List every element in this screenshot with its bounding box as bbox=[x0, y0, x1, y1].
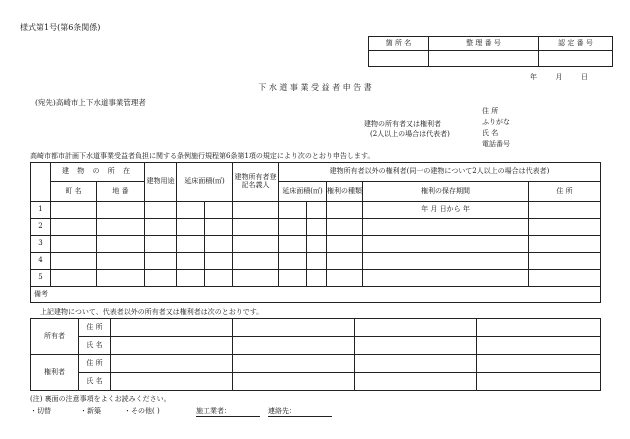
owner-registrant-header: 建物所有者登記名義人 bbox=[233, 163, 279, 202]
owner-address-label: 住 所 bbox=[79, 319, 111, 337]
rights-address-cell[interactable] bbox=[529, 202, 601, 219]
rights-address-header: 住 所 bbox=[529, 182, 601, 202]
row-number: 5 bbox=[31, 270, 51, 287]
owner-name-cell[interactable] bbox=[477, 337, 601, 355]
option-other[interactable]: ・その他( ) bbox=[124, 407, 160, 415]
addressee: (宛先)高崎市上下水道事業管理者 bbox=[35, 98, 146, 107]
lot-number-header: 地 番 bbox=[97, 182, 145, 202]
other-rights-holder-header: 建物所有者以外の権利者(同一の建物について2人以上の場合は代表者) bbox=[279, 163, 601, 182]
contractor-label: 施工業者： bbox=[196, 407, 231, 415]
contact-label: 連絡先： bbox=[268, 407, 296, 415]
period-cell[interactable]: 年 月 日から 年 bbox=[363, 202, 529, 219]
rights-holder-address-cell[interactable] bbox=[355, 355, 477, 373]
office-use-table bbox=[368, 36, 613, 67]
location-name-field[interactable] bbox=[369, 51, 429, 67]
rights-holder-address-cell[interactable] bbox=[111, 355, 233, 373]
lot-cell[interactable] bbox=[97, 202, 145, 219]
owner-address-cell[interactable] bbox=[355, 319, 477, 337]
row-number: 4 bbox=[31, 253, 51, 270]
row-number: 1 bbox=[31, 202, 51, 219]
reference-number-header: 整 理 番 号 bbox=[429, 37, 539, 51]
owner-address-cell[interactable] bbox=[111, 319, 233, 337]
date-line bbox=[530, 72, 588, 82]
area-cell[interactable] bbox=[177, 202, 205, 219]
owner-address-cell[interactable] bbox=[233, 319, 355, 337]
owner-name-label: 氏 名 bbox=[79, 337, 111, 355]
intro-text: 高崎市都市計画下水道事業受益者負担に関する条例施行規程第6条第1項の規定により次のとおり申告します。 bbox=[30, 152, 375, 160]
co-owner-table bbox=[30, 318, 601, 391]
date-year-label: 年 bbox=[530, 73, 537, 81]
owner-name-cell[interactable] bbox=[355, 337, 477, 355]
building-use-header: 建物用途 bbox=[145, 163, 177, 202]
use-cell[interactable] bbox=[145, 202, 177, 219]
applicant-name-label: 氏 名 bbox=[482, 129, 499, 137]
row-number: 3 bbox=[31, 236, 51, 253]
floor-area-header: 延床面積(㎡) bbox=[177, 163, 233, 202]
rights-holder-name-cell[interactable] bbox=[477, 373, 601, 391]
owner-label: 所有者 bbox=[31, 319, 79, 355]
rights-holder-label: 権利者 bbox=[31, 355, 79, 391]
area2-decimal-cell[interactable] bbox=[307, 202, 327, 219]
table-row bbox=[31, 253, 601, 270]
table-row bbox=[31, 219, 601, 236]
applicant-phone-label: 電話番号 bbox=[482, 140, 510, 148]
owner-cell[interactable] bbox=[233, 202, 279, 219]
town-header: 町 名 bbox=[51, 182, 97, 202]
footer-note: (注) 裏面の注意事項をよくお読みください。 bbox=[30, 395, 171, 403]
contractor-field[interactable] bbox=[196, 406, 260, 417]
form-id: 様式第1号(第6条関係) bbox=[20, 23, 101, 32]
rights-holder-address-cell[interactable] bbox=[233, 355, 355, 373]
location-header: 建 物 の 所 在 bbox=[51, 163, 145, 182]
certification-number-field[interactable] bbox=[539, 51, 613, 67]
note-line: 上記建物について、代表者以外の所有者又は権利者は次のとおりです。 bbox=[40, 308, 264, 316]
applicant-label-1: 建物の所有者又は権利者 bbox=[364, 120, 441, 128]
option-new-build[interactable]: ・新築 bbox=[80, 407, 101, 415]
remarks-field[interactable] bbox=[31, 287, 601, 303]
remarks-label: 備考 bbox=[34, 289, 48, 298]
table-row bbox=[31, 236, 601, 253]
location-name-header: 箇 所 名 bbox=[369, 37, 429, 51]
contact-field[interactable] bbox=[268, 406, 332, 417]
applicant-address-label: 住 所 bbox=[482, 107, 499, 115]
table-row bbox=[31, 270, 601, 287]
page-title: 下 水 道 事 業 受 益 者 申 告 書 bbox=[258, 83, 372, 92]
certification-number-header: 認 定 番 号 bbox=[539, 37, 613, 51]
owner-name-cell[interactable] bbox=[111, 337, 233, 355]
option-switch[interactable]: ・切替 bbox=[30, 407, 51, 415]
right-period-header: 権利の保存期間 bbox=[363, 182, 529, 202]
right-type-cell[interactable] bbox=[327, 202, 363, 219]
rights-holder-name-cell[interactable] bbox=[355, 373, 477, 391]
date-month-label: 月 bbox=[555, 73, 563, 81]
owner-address-cell[interactable] bbox=[477, 319, 601, 337]
table-row bbox=[31, 202, 601, 219]
owner-name-cell[interactable] bbox=[233, 337, 355, 355]
applicant-label-2: (2人以上の場合は代表者) bbox=[370, 130, 450, 138]
rights-holder-address-cell[interactable] bbox=[477, 355, 601, 373]
floor-area-2-header: 延床面積(㎡) bbox=[279, 182, 327, 202]
rights-holder-name-cell[interactable] bbox=[111, 373, 233, 391]
row-number: 2 bbox=[31, 219, 51, 236]
rights-holder-address-label: 住 所 bbox=[79, 355, 111, 373]
rights-holder-name-cell[interactable] bbox=[233, 373, 355, 391]
main-table bbox=[30, 162, 601, 303]
area-decimal-cell[interactable] bbox=[205, 202, 233, 219]
town-cell[interactable] bbox=[51, 202, 97, 219]
area2-cell[interactable] bbox=[279, 202, 307, 219]
reference-number-field[interactable] bbox=[429, 51, 539, 67]
right-type-header: 権利の種類 bbox=[327, 182, 363, 202]
applicant-furigana-label: ふりがな bbox=[482, 118, 510, 126]
rights-holder-name-label: 氏 名 bbox=[79, 373, 111, 391]
date-day-label: 日 bbox=[580, 73, 588, 81]
